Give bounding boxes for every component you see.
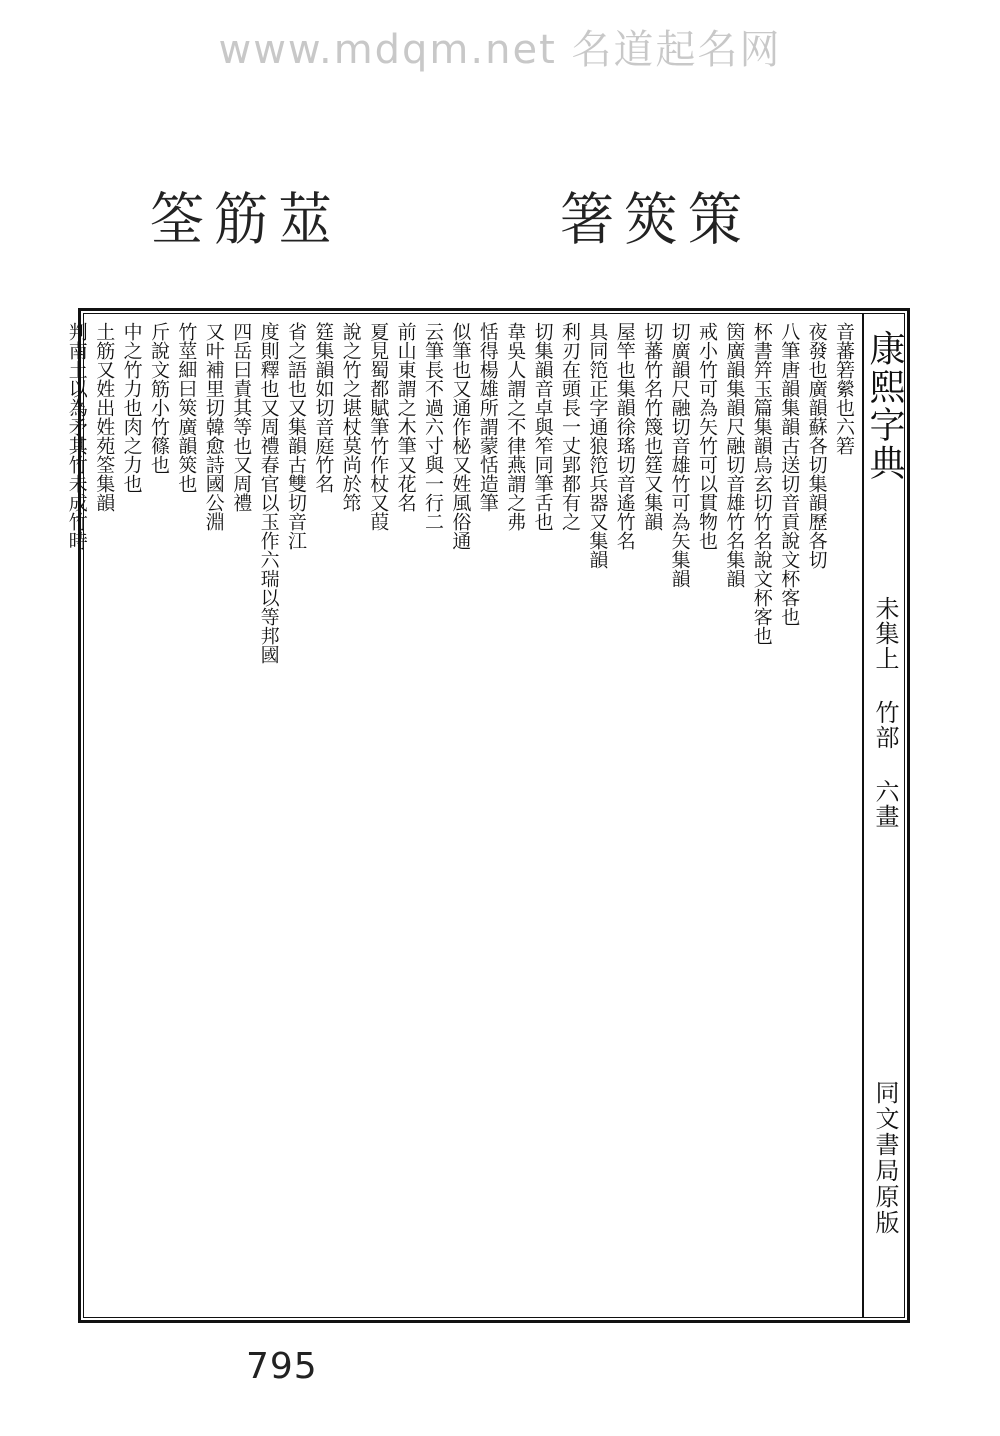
seal-glyph-group-left	[150, 186, 332, 253]
text-column: 說之竹之堪杖莫尚於筇	[339, 322, 362, 512]
text-column: 音蕃箬縈也六箬	[833, 322, 855, 455]
text-column: 夜發也廣韻蘇各切集韻歷各切	[805, 322, 828, 569]
seal-glyph: 筌	[150, 186, 204, 253]
text-column: 土筋又姓出姓苑筌集韻	[93, 322, 116, 512]
seal-glyph: 箸	[560, 186, 614, 253]
seal-glyph: 莁	[278, 186, 332, 253]
seal-glyph: 策	[688, 186, 742, 253]
text-column: 度則釋也又周禮春官以玉作六瑞以等邦國	[257, 322, 280, 664]
text-column: 利刃在頭長一丈郢都有之	[559, 322, 581, 531]
publisher-label: 同文書局原版	[871, 1080, 899, 1236]
text-column: 筳集韻如切音庭竹名	[312, 322, 335, 493]
text-column: 又叶補里切韓愈詩國公淵	[202, 322, 225, 531]
text-column: 云筆長不過六寸與一行二	[422, 322, 444, 531]
text-column: 前山東謂之木筆又花名	[394, 322, 417, 512]
text-column: 省之語也又集韻古雙切音江	[285, 322, 307, 550]
text-column: 戒小竹可為矢竹可以貫物也	[696, 322, 718, 550]
text-column: 八筆唐韻集韻古送切音貢說文杯客也	[778, 322, 801, 626]
text-column: 具同笵正字通狼笵兵器又集韻	[586, 322, 609, 569]
text-column: 判南土以為矛其竹未成竹時	[65, 322, 88, 550]
text-column: 中之竹力也肉之力也	[120, 322, 143, 493]
text-column: 四岳曰責其等也又周禮	[230, 322, 253, 512]
text-column: 筃廣韻集韻尺融切音雄竹名集韻	[723, 322, 746, 588]
watermark: www.mdqm.net 名道起名网	[218, 27, 782, 73]
text-column: 夏見蜀都賦筆竹作杖又葭	[367, 322, 390, 531]
text-column: 似筆也又通作柲又姓風俗通	[449, 322, 472, 550]
text-column: 切廣韻尺融切音雄竹可為矢集韻	[668, 322, 691, 588]
text-column: 切集韻音卓與笮同筆舌也	[531, 322, 554, 531]
section-label: 未集上 竹部 六畫	[871, 596, 899, 829]
text-column: 竹莖細曰筴廣韻筴也	[175, 322, 198, 493]
text-column: 屋竿也集韻徐瑤切音遙竹名	[613, 322, 636, 550]
text-column: 杯書筓玉篇集韻烏玄切竹名說文杯客也	[750, 322, 773, 645]
dictionary-title: 康熙字典	[864, 330, 905, 482]
text-column: 切蕃竹名竹篾也筳又集韻	[641, 322, 664, 531]
page-number: 795	[246, 1346, 318, 1387]
seal-glyph: 筋	[214, 186, 268, 253]
text-column: 恬得楊雄所謂蒙恬造筆	[476, 322, 499, 512]
text-column: 韋吳人謂之不律燕謂之弗	[504, 322, 527, 531]
seal-glyph: 筴	[624, 186, 678, 253]
text-column: 斤說文筋小竹篠也	[148, 322, 170, 474]
seal-glyph-group-right	[560, 186, 742, 253]
